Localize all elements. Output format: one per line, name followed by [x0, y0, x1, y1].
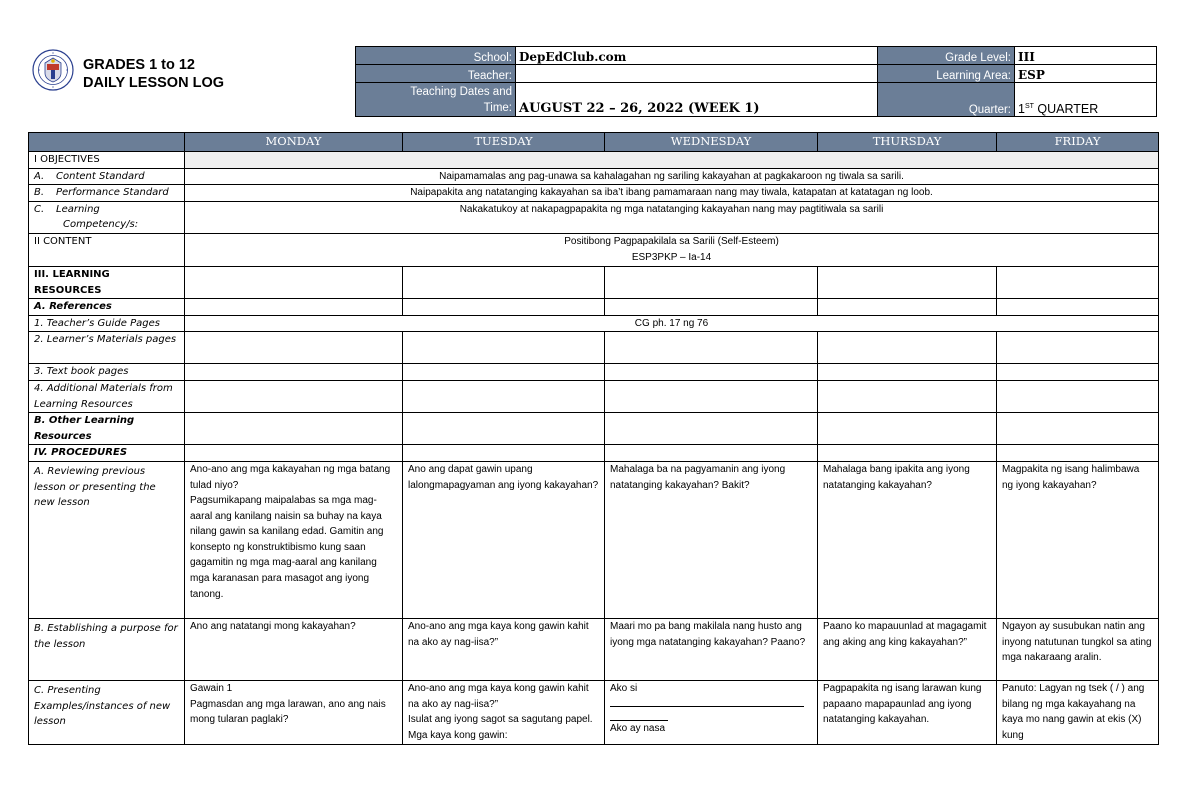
- learners-materials-label: 2. Learner’s Materials pages: [29, 332, 185, 364]
- reviewing-monday: Ano-ano ang mga kakayahan ng mga batang tulad niyo? Pagsumikapang maipalabas sa mga mag-aaral ang kanilang naisin sa buhay na kaya nilang gawin sa kanilang edad. Gamitin ang konsepto ng konstruktibismo kung saan gagamitin ng mga mag-aaral ang kanilang mga karanasan para masagot ang iyong tanong.: [185, 461, 403, 618]
- school-value: DepEdClub.com: [516, 47, 878, 65]
- reviewing-wednesday: Mahalaga ba na pagyamanin ang iyong natatanging kakayahan? Bakit?: [605, 461, 818, 618]
- teachers-guide-value: CG ph. 17 ng 76: [185, 315, 1159, 332]
- teaching-dates-label: Teaching Dates and Time:: [356, 83, 516, 117]
- teaching-dates-value: AUGUST 22 – 26, 2022 (WEEK 1): [516, 83, 878, 117]
- reviewing-thursday: Mahalaga bang ipakita ang iyong natatanging kakayahan?: [818, 461, 997, 618]
- learning-area-value: ESP: [1015, 65, 1157, 83]
- quarter-value: 1ST QUARTER: [1015, 83, 1157, 117]
- purpose-monday: Ano ang natatangi mong kakayahan?: [185, 618, 403, 680]
- day-header-monday: MONDAY: [185, 133, 403, 152]
- purpose-friday: Ngayon ay susubukan natin ang inyong natutunan tungkol sa ating mga nakaraang aralin.: [997, 618, 1159, 680]
- learning-competency-value: Nakakatukoy at nakapagpapakita ng mga natatanging kakayahan nang may pagtitiwala sa sarili: [185, 201, 1159, 233]
- purpose-tuesday: Ano-ano ang mga kaya kong gawin kahit na ako ay nag-iisa?”: [403, 618, 605, 680]
- references-heading: A. References: [29, 299, 185, 316]
- content-standard-label: A. Content Standard: [29, 168, 185, 185]
- deped-seal-logo: [32, 49, 74, 91]
- header-info-table: [355, 46, 1157, 117]
- grade-level-label: Grade Level:: [878, 47, 1015, 65]
- teacher-label: Teacher:: [356, 65, 516, 83]
- day-header-thursday: THURSDAY: [818, 133, 997, 152]
- day-header-wednesday: WEDNESDAY: [605, 133, 818, 152]
- additional-materials-label: 4. Additional Materials from Learning Resources: [29, 380, 185, 412]
- teachers-guide-label: 1. Teacher’s Guide Pages: [29, 315, 185, 332]
- presenting-tuesday: Ano-ano ang mga kaya kong gawin kahit na ako ay nag-iisa?” Isulat ang iyong sagot sa sagutang papel. Mga kaya kong gawin:: [403, 680, 605, 744]
- other-resources-label: B. Other Learning Resources: [29, 413, 185, 445]
- presenting-examples-label: C. Presenting Examples/instances of new lesson: [29, 680, 185, 744]
- performance-standard-label: B. Performance Standard: [29, 185, 185, 202]
- day-header-friday: FRIDAY: [997, 133, 1159, 152]
- learning-resources-heading: III. LEARNING RESOURCES: [29, 266, 185, 298]
- presenting-wednesday: Ako si Ako ay nasa: [605, 680, 818, 744]
- reviewing-tuesday: Ano ang dapat gawin upang lalongmapagyaman ang iyong kakayahan?: [403, 461, 605, 618]
- reviewing-lesson-label: A. Reviewing previous lesson or presenting the new lesson: [29, 461, 185, 618]
- presenting-monday: Gawain 1 Pagmasdan ang mga larawan, ano ang nais mong tularan paglaki?: [185, 680, 403, 744]
- document-title: GRADES 1 to 12 DAILY LESSON LOG: [83, 57, 224, 91]
- purpose-thursday: Paano ko mapauunlad at magagamit ang aking ang king kakayahan?”: [818, 618, 997, 680]
- teacher-value: [516, 65, 878, 83]
- content-standard-value: Naipamamalas ang pag-unawa sa kahalagahan ng sariling kakayahan at pagkakaroon ng tiwala sa sarili.: [185, 168, 1159, 185]
- learning-competency-label: C. Learning Competency/s:: [29, 201, 185, 233]
- purpose-wednesday: Maari mo pa bang makilala nang husto ang iyong mga natatanging kakayahan? Paano?: [605, 618, 818, 680]
- objectives-heading: I OBJECTIVES: [29, 152, 185, 169]
- text-book-label: 3. Text book pages: [29, 364, 185, 381]
- content-value: Positibong Pagpapakilala sa Sarili (Self-Esteem) ESP3PKP – Ia-14: [185, 233, 1159, 266]
- school-label: School:: [356, 47, 516, 65]
- quarter-label: Quarter:: [878, 83, 1015, 117]
- learning-area-label: Learning Area:: [878, 65, 1015, 83]
- lesson-log-table: [28, 132, 1159, 745]
- presenting-friday: Panuto: Lagyan ng tsek ( / ) ang bilang ng mga kakayahang na kaya mo nang gawin at ekis (X) kung: [997, 680, 1159, 744]
- procedures-heading: IV. PROCEDURES: [29, 445, 185, 462]
- presenting-thursday: Pagpapakita ng isang larawan kung papaano mapapaunlad ang iyong natatanging kakayahan.: [818, 680, 997, 744]
- day-header-tuesday: TUESDAY: [403, 133, 605, 152]
- grade-level-value: III: [1015, 47, 1157, 65]
- reviewing-friday: Magpakita ng isang halimbawa ng iyong kakayahan?: [997, 461, 1159, 618]
- performance-standard-value: Naipapakita ang natatanging kakayahan sa iba’t ibang pamamaraan nang may tiwala, katapatan at katatagan ng loob.: [185, 185, 1159, 202]
- establishing-purpose-label: B. Establishing a purpose for the lesson: [29, 618, 185, 680]
- content-heading: II CONTENT: [29, 233, 185, 266]
